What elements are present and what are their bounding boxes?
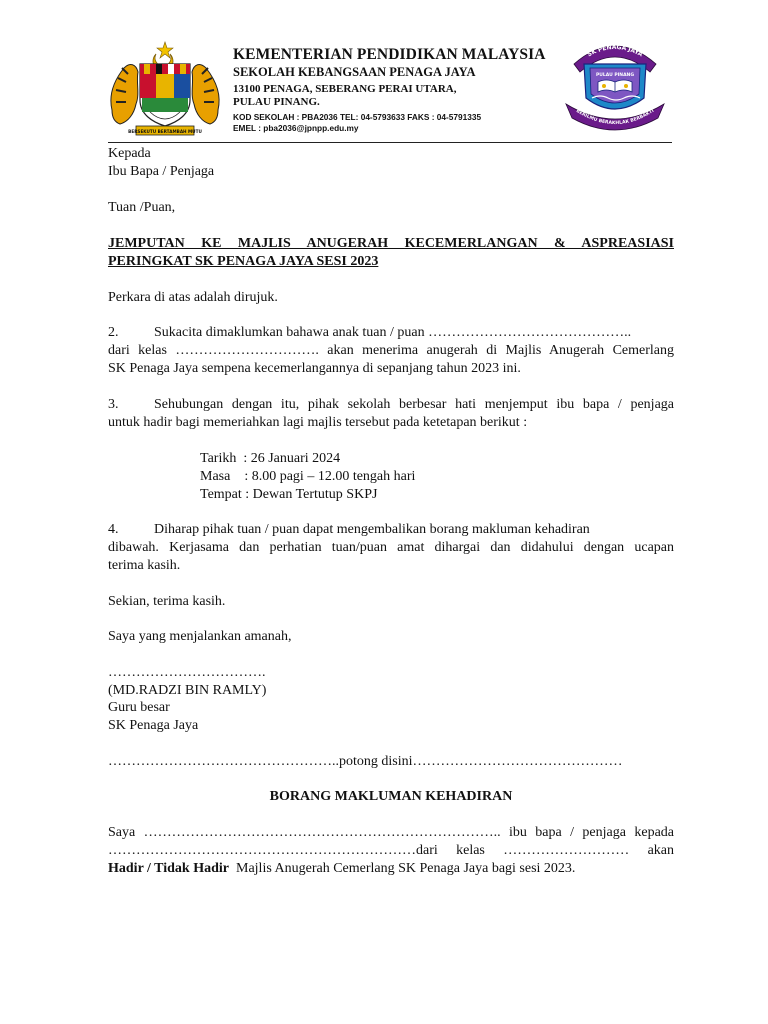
event-venue: Tempat : Dewan Tertutup SKPJ (200, 487, 378, 502)
school-logo-state: PULAU PINANG (595, 73, 635, 78)
letterhead (233, 46, 563, 134)
attendance-choice: Hadir / Tidak Hadir (108, 861, 229, 876)
paragraph-4-line-2: dibawah. Kerjasama dan perhatian tuan/puan amat dihargai dan didahului dengan ucapan (108, 540, 674, 555)
signature-dots: ……………………………. (108, 665, 266, 680)
paragraph-3-line-2: untuk hadir bagi memeriahkan lagi majlis tersebut pada ketetapan berikut : (108, 415, 528, 430)
cut-line: …………………………………………..potong disini……………………………………… (108, 754, 623, 769)
paragraph-4-number: 4. (108, 522, 119, 537)
signatory-name: (MD.RADZI BIN RAMLY) (108, 683, 267, 698)
contact-line: KOD SEKOLAH : PBA2036 TEL: 04-5793633 FAKS : 04-5791335 (233, 112, 482, 122)
school-logo-title: SK PENAGA JAYA (586, 43, 644, 59)
letterhead-divider (108, 142, 672, 143)
recipient-line-2: Ibu Bapa / Penjaga (108, 164, 215, 179)
reference-line: Perkara di atas adalah dirujuk. (108, 290, 278, 305)
closing-line: Sekian, terima kasih. (108, 594, 226, 609)
paragraph-2-number: 2. (108, 325, 119, 340)
paragraph-2-text-1: Sukacita dimaklumkan bahawa anak tuan / puan …………………………………….. (154, 325, 632, 340)
school-logo-motto: BERILMU BERAKHLAK BERBAKTI (574, 108, 656, 127)
email-line: EMEL : pba2036@jpnpp.edu.my (233, 123, 359, 133)
school-name: SEKOLAH KEBANGSAAN PENAGA JAYA (233, 65, 476, 79)
crest-motto: BERSEKUTU BERTAMBAH MUTU (128, 129, 202, 134)
event-date: Tarikh : 26 Januari 2024 (200, 451, 341, 466)
school-logo (560, 34, 670, 134)
address-line-1: 13100 PENAGA, SEBERANG PERAI UTARA, (233, 83, 457, 95)
paragraph-2-line-3: SK Penaga Jaya sempena kecemerlangannya di sepanjang tahun 2023 ini. (108, 361, 521, 376)
paragraph-4-text-1: Diharap pihak tuan / puan dapat mengembalikan borang makluman kehadiran (154, 522, 590, 537)
signatory-school: SK Penaga Jaya (108, 718, 199, 733)
paragraph-3-text-1: Sehubungan dengan itu, pihak sekolah berbesar hati menjemput ibu bapa / penjaga (154, 397, 674, 412)
salutation: Tuan /Puan, (108, 200, 176, 215)
form-line-1: Saya ………………………………………………………………….. ibu bapa / penjaga kepada (108, 825, 674, 840)
paragraph-4-line-1 (108, 521, 590, 539)
form-title: BORANG MAKLUMAN KEHADIRAN (269, 789, 513, 804)
signatory-position: Guru besar (108, 700, 170, 715)
form-line-3 (108, 860, 575, 878)
address-line-2: PULAU PINANG. (233, 96, 320, 108)
sign-off-line: Saya yang menjalankan amanah, (108, 629, 292, 644)
paragraph-3-line-1 (108, 396, 674, 414)
form-line-3-text: Majlis Anugerah Cemerlang SK Penaga Jaya bagi sesi 2023. (229, 861, 576, 876)
paragraph-4-line-3: terima kasih. (108, 558, 181, 573)
subject-line-2: PERINGKAT SK PENAGA JAYA SESI 2023 (108, 254, 379, 269)
form-line-2: …………………………………………………………dari kelas ……………………… akan (108, 843, 674, 858)
paragraph-2-line-2: dari kelas …………………………. akan menerima anugerah di Majlis Anugerah Cemerlang (108, 343, 674, 358)
paragraph-3-number: 3. (108, 397, 119, 412)
event-time: Masa : 8.00 pagi – 12.00 tengah hari (200, 469, 416, 484)
paragraph-2-line-1 (108, 324, 631, 342)
subject-line-1: JEMPUTAN KE MAJLIS ANUGERAH KECEMERLANGAN & ASPREASIASI (108, 236, 674, 251)
malaysia-crest-logo (106, 38, 224, 138)
ministry-name: KEMENTERIAN PENDIDIKAN MALAYSIA (233, 46, 546, 63)
recipient-line-1: Kepada (108, 146, 151, 161)
